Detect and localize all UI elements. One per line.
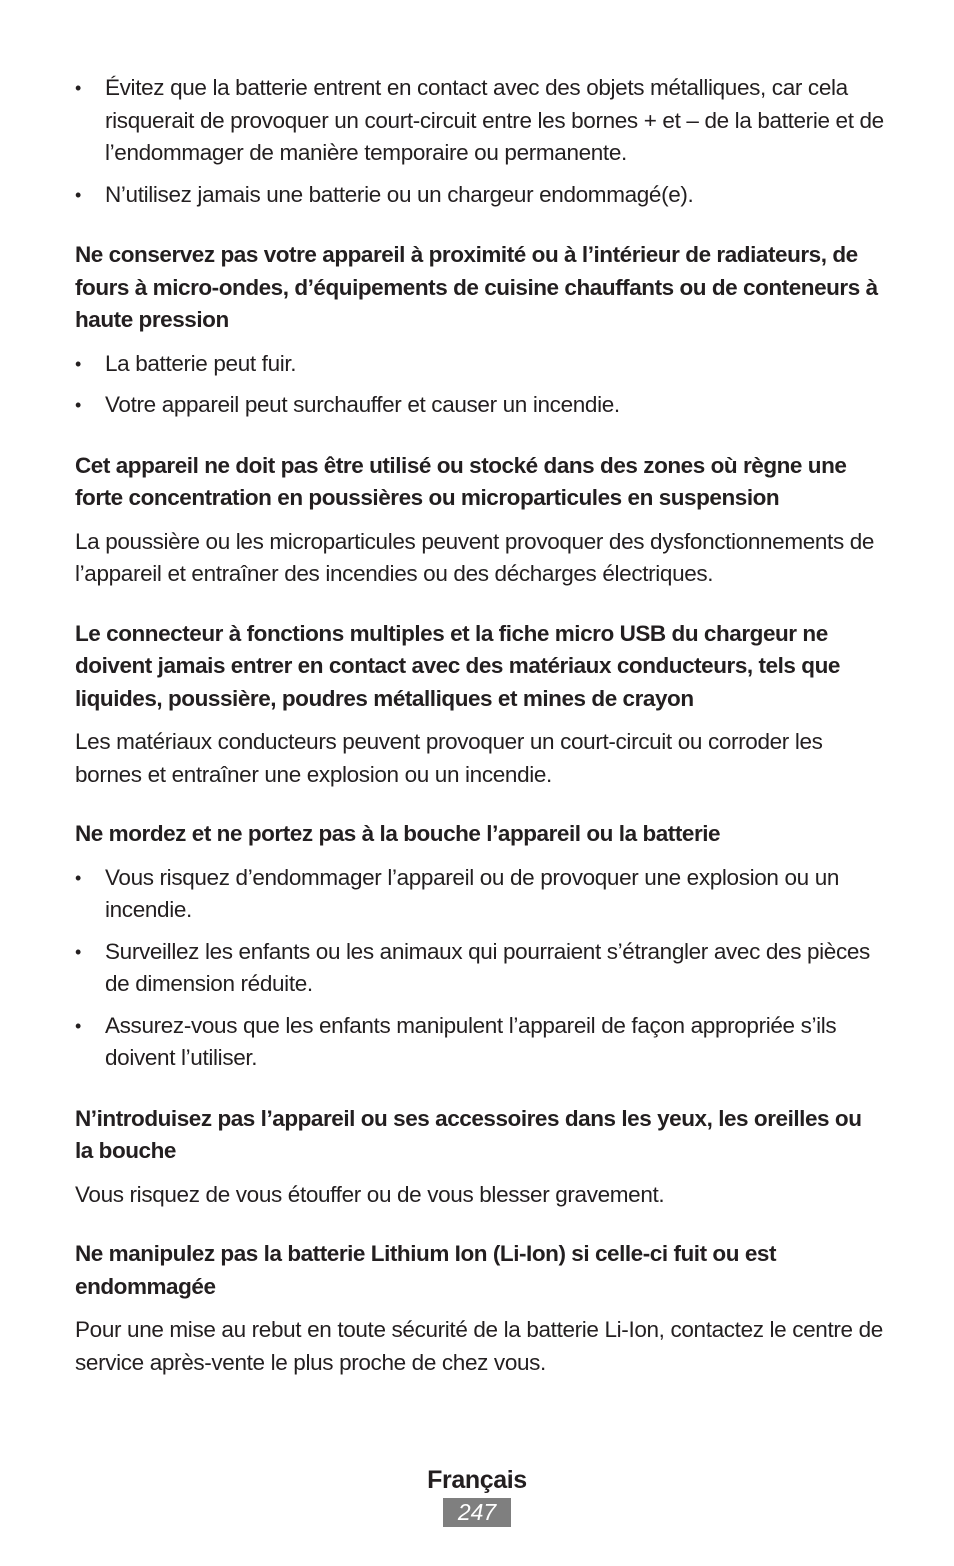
section-heading-heat-sources: Ne conservez pas votre appareil à proximité ou à l’intérieur de radiateurs, de fours à micro-ondes, d’équipements de cuisine chauffants ou de conteneurs à haute pression (75, 242, 878, 332)
section-text-dust: La poussière ou les microparticules peuvent provoquer des dysfonctionnements de l’appareil et entraîner des incendies ou des décharges électriques. (75, 528, 875, 586)
bullet-icon: • (75, 353, 81, 374)
bullet-item: • Assurez-vous que les enfants manipulent l’appareil de façon appropriée s’ils doivent l’utiliser. (75, 1010, 885, 1075)
section-heading-li-ion: Ne manipulez pas la batterie Lithium Ion (Li-Ion) si celle-ci fuit ou est endommagée (75, 1241, 776, 1299)
section-heading-bite: Ne mordez et ne portez pas à la bouche l’appareil ou la batterie (75, 821, 721, 846)
section-heading-eyes-ears: N’introduisez pas l’appareil ou ses accessoires dans les yeux, les oreilles ou la bouche (75, 1105, 862, 1163)
bullet-icon: • (75, 78, 81, 98)
bullet-list-bite (75, 862, 885, 1075)
section-text-eyes-ears: Vous risquez de vous étouffer ou de vous blesser gravement. (75, 1181, 665, 1207)
section-heading-dust: Cet appareil ne doit pas être utilisé ou stocké dans des zones où règne une forte concentration en poussières ou microparticules en suspension (75, 452, 847, 510)
bullet-item: • La batterie peut fuir. (75, 348, 885, 381)
bullet-item: • Surveillez les enfants ou les animaux qui pourraient s’étrangler avec des pièces de dimension réduite. (75, 936, 885, 1001)
page-content (75, 72, 885, 1379)
bullet-icon: • (75, 1015, 81, 1036)
intro-bullet-list (75, 72, 885, 211)
bullet-icon: • (75, 395, 81, 415)
bullet-icon: • (75, 867, 81, 888)
bullet-icon: • (75, 184, 81, 205)
page-number-badge: 247 (443, 1498, 511, 1527)
bullet-icon: • (75, 941, 81, 962)
section-heading-connector: Le connecteur à fonctions multiples et la fiche micro USB du chargeur ne doivent jamais entrer en contact avec des matériaux conducteurs, tels que liquides, poussière, poudres métalliques et mines de crayon (75, 620, 840, 711)
bullet-list-heat-sources (75, 348, 885, 422)
bullet-item: • Évitez que la batterie entrent en contact avec des objets métalliques, car cela risquerait de provoquer un court-circuit entre les bornes + et – de la batterie et de l’endommager de manière temporaire ou permanente. (75, 72, 885, 170)
page-footer (0, 1463, 954, 1527)
section-text-li-ion: Pour une mise au rebut en toute sécurité de la batterie Li-Ion, contactez le centre de service après-vente le plus proche de chez vous. (75, 1317, 883, 1375)
bullet-item: • Votre appareil peut surchauffer et causer un incendie. (75, 389, 885, 422)
footer-language: Français (427, 1466, 527, 1494)
bullet-item: • Vous risquez d’endommager l’appareil ou de provoquer une explosion ou un incendie. (75, 862, 885, 927)
section-text-connector: Les matériaux conducteurs peuvent provoquer un court-circuit ou corroder les bornes et entraîner une explosion ou un incendie. (75, 729, 823, 787)
bullet-item: • N’utilisez jamais une batterie ou un chargeur endommagé(e). (75, 179, 885, 212)
